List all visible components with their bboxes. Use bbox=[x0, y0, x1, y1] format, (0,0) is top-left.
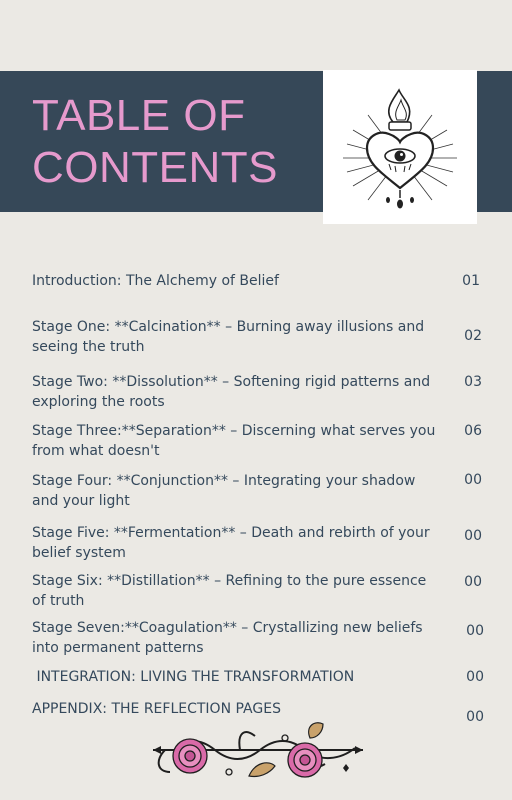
toc-page-number: 02 bbox=[464, 328, 482, 344]
toc-page-number: 03 bbox=[464, 374, 482, 390]
toc-entry-stage-four[interactable]: Stage Four: **Conjunction** – Integrating your shadow and your light bbox=[32, 473, 416, 509]
toc-entry-integration[interactable]: INTEGRATION: LIVING THE TRANSFORMATION bbox=[32, 669, 355, 685]
toc-page-number: 00 bbox=[466, 669, 484, 685]
toc-page-number: 00 bbox=[464, 528, 482, 544]
page-title: TABLE OF CONTENTS bbox=[32, 91, 278, 192]
toc-entry-stage-six[interactable]: Stage Six: **Distillation** – Refining to the pure essence of truth bbox=[32, 573, 427, 609]
toc-entry-appendix[interactable]: APPENDIX: THE REFLECTION PAGES bbox=[32, 701, 281, 717]
toc-page-number: 00 bbox=[466, 709, 484, 725]
toc-page-number: 06 bbox=[464, 423, 482, 439]
toc-entry-stage-one[interactable]: Stage One: **Calcination** – Burning away illusions and seeing the truth bbox=[32, 319, 425, 355]
toc-page-number: 00 bbox=[464, 574, 482, 590]
rose-vine-ornament-icon bbox=[145, 720, 370, 795]
toc-entry-stage-two[interactable]: Stage Two: **Dissolution** – Softening rigid patterns and exploring the roots bbox=[32, 374, 431, 410]
toc-page-number: 00 bbox=[464, 472, 482, 488]
toc-entry-stage-seven[interactable]: Stage Seven:**Coagulation** – Crystallizing new beliefs into permanent patterns bbox=[32, 620, 423, 656]
toc-entry-introduction[interactable]: Introduction: The Alchemy of Belief bbox=[32, 273, 279, 289]
toc-entry-stage-five[interactable]: Stage Five: **Fermentation** – Death and rebirth of your belief system bbox=[32, 525, 430, 561]
toc-page-number: 01 bbox=[462, 273, 480, 289]
toc-entry-stage-three[interactable]: Stage Three:**Separation** – Discerning what serves you from what doesn't bbox=[32, 423, 436, 459]
toc-page-number: 00 bbox=[466, 623, 484, 639]
